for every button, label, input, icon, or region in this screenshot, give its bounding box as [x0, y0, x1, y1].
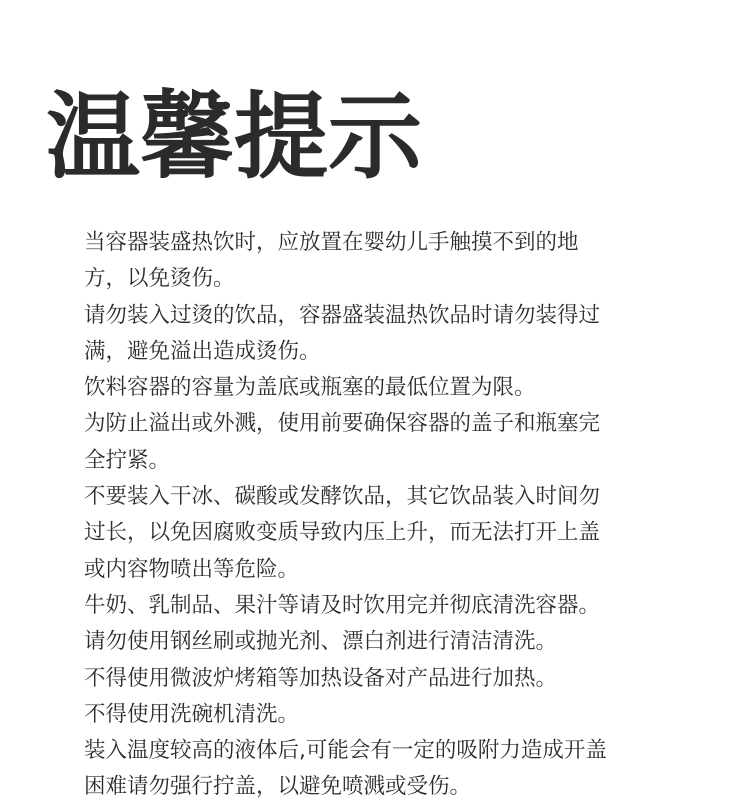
tip-line: 困难请勿强行拧盖，以避免喷溅或受伤。 [84, 774, 472, 800]
tip-line: 过长，以免因腐败变质导致内压上升，而无法打开上盖 [84, 520, 601, 546]
tip-line: 当容器装盛热饮时，应放置在婴幼儿手触摸不到的地 [84, 230, 579, 255]
tips-list [84, 225, 714, 806]
page-title: 温馨提示 [46, 83, 423, 192]
tip-line: 满，避免溢出造成烫伤。 [84, 338, 321, 364]
tip-line: 全拧紧。 [84, 447, 171, 473]
tip-line: 装入温度较高的液体后,可能会有一定的吸附力造成开盖 [84, 738, 607, 764]
tip-line: 饮料容器的容量为盖底或瓶塞的最低位置为限。 [84, 375, 536, 401]
tip-line: 请勿装入过烫的饮品，容器盛装温热饮品时请勿装得过 [84, 302, 601, 328]
tip-line: 或内容物喷出等危险。 [84, 556, 300, 582]
tip-line: 不要装入干冰、碳酸或发酵饮品，其它饮品装入时间勿 [84, 484, 601, 510]
tip-line: 牛奶、乳制品、果汁等请及时饮用完并彻底清洗容器。 [84, 592, 601, 618]
tip-line: 不得使用微波炉烤箱等加热设备对产品进行加热。 [84, 665, 558, 691]
tip-line: 为防止溢出或外溅，使用前要确保容器的盖子和瓶塞完 [84, 411, 601, 437]
tip-line: 请勿使用钢丝刷或抛光剂、漂白剂进行清洁清洗。 [84, 629, 558, 655]
tip-line: 不得使用洗碗机清洗。 [84, 701, 300, 727]
tip-line: 方，以免烫伤。 [84, 266, 235, 292]
